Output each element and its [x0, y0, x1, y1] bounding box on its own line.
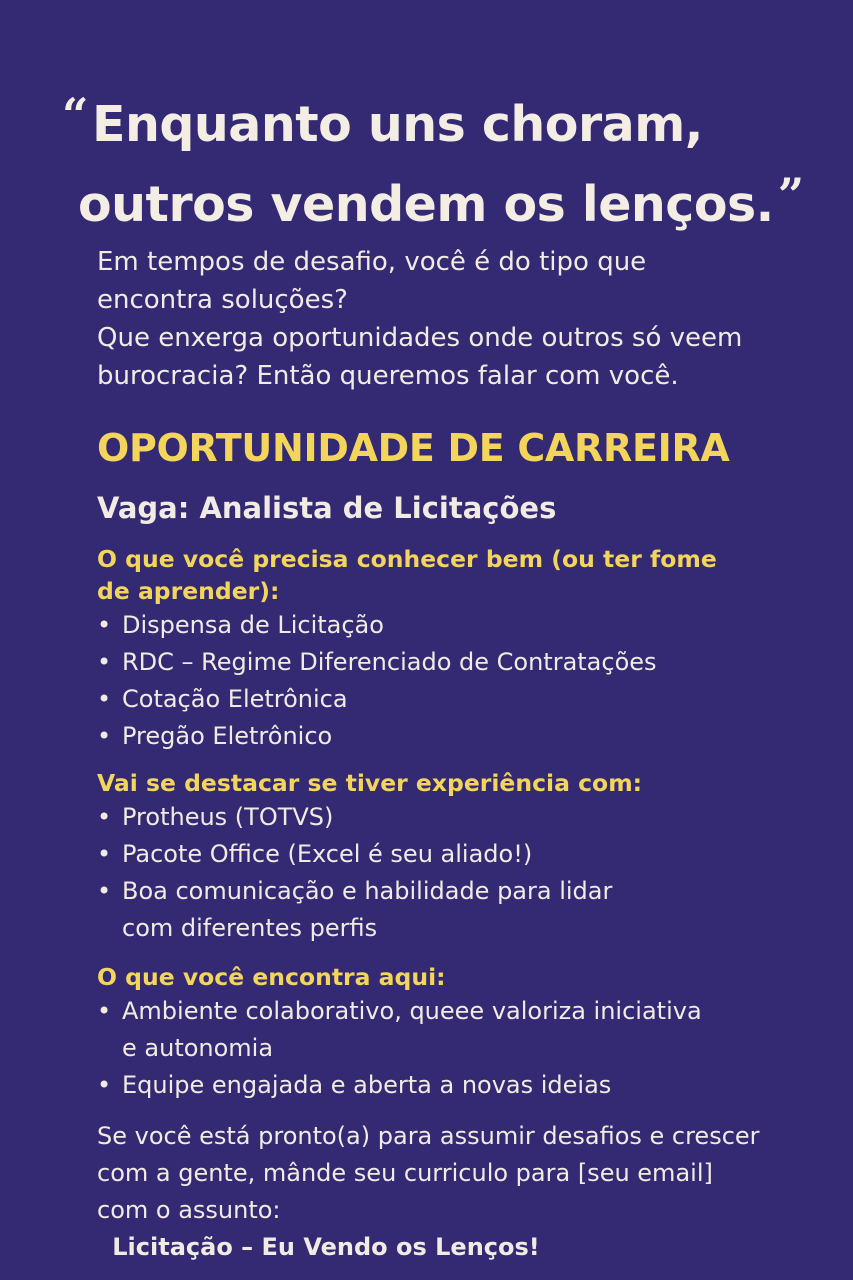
knowledge-heading — [97, 543, 817, 607]
outro-subject-prefix: com o assunto: — [97, 1196, 281, 1224]
bullet-icon: • — [97, 803, 112, 831]
offer-heading — [97, 961, 817, 993]
bullet-icon: • — [97, 1071, 112, 1099]
list-item — [97, 681, 817, 718]
list-item — [97, 873, 817, 947]
list-item — [97, 718, 817, 755]
bullet-icon: • — [97, 840, 112, 868]
list-item-text: Dispensa de Licitação — [122, 611, 384, 639]
outro-line-1: Se você está pronto(a) para assumir desafios e crescer — [97, 1122, 760, 1150]
quote-line-2 — [62, 160, 832, 240]
outro-line-3 — [97, 1192, 817, 1266]
list-item — [97, 644, 817, 681]
intro-line-3: Que enxerga oportunidades onde outros só veem — [97, 323, 743, 353]
knowledge-heading-line-2: de aprender): — [97, 577, 280, 605]
knowledge-heading-line-1: O que você precisa conhecer bem (ou ter fome — [97, 545, 717, 573]
bullet-icon: • — [97, 722, 112, 750]
list-item — [97, 836, 817, 873]
intro-line-2: encontra soluções? — [97, 285, 348, 315]
outro-line-2: com a gente, mânde seu curriculo para [seu email] — [97, 1159, 713, 1187]
intro-line-4: burocracia? Então queremos falar com você. — [97, 361, 679, 391]
offer-heading-text: O que você encontra aqui: — [97, 963, 446, 991]
list-item-text: RDC – Regime Diferenciado de Contratações — [122, 648, 657, 676]
knowledge-list — [97, 607, 817, 755]
bullet-icon: • — [97, 611, 112, 639]
career-title: OPORTUNIDADE DE CARREIRA — [97, 426, 730, 470]
intro-paragraph — [97, 243, 817, 395]
list-item-text: Protheus (TOTVS) — [122, 803, 334, 831]
list-item-text-line-2: com diferentes perfis — [122, 914, 378, 942]
experience-heading-text: Vai se destacar se tiver experiência com: — [97, 769, 643, 797]
list-item-text: Pacote Office (Excel é seu aliado!) — [122, 840, 533, 868]
list-item-text: Pregão Eletrônico — [122, 722, 333, 750]
intro-line-1: Em tempos de desafio, você é do tipo que — [97, 247, 647, 277]
bullet-icon: • — [97, 877, 112, 905]
list-item-text: Cotação Eletrônica — [122, 685, 348, 713]
bullet-icon: • — [97, 685, 112, 713]
quote-text-2: outros vendem os lenços. — [78, 176, 774, 233]
bullet-icon: • — [97, 648, 112, 676]
list-item — [97, 799, 817, 836]
list-item — [97, 1067, 817, 1104]
list-item-text-line-1: Ambiente colaborativo, queee valoriza iniciativa — [122, 997, 702, 1025]
offer-list — [97, 993, 817, 1104]
job-title: Vaga: Analista de Licitações — [97, 491, 557, 525]
email-subject: Licitação – Eu Vendo os Lenços! — [112, 1233, 540, 1261]
experience-heading — [97, 767, 817, 799]
poster-content — [97, 243, 817, 1266]
bullet-icon: • — [97, 997, 112, 1025]
quote-text-1: Enquanto uns choram, — [91, 96, 703, 153]
experience-list — [97, 799, 817, 947]
list-item-text: Equipe engajada e aberta a novas ideias — [122, 1071, 612, 1099]
list-item — [97, 993, 817, 1067]
list-item-text-line-1: Boa comunicação e habilidade para lidar — [122, 877, 613, 905]
list-item-text-line-2: e autonomia — [122, 1034, 274, 1062]
headline-quote — [62, 80, 832, 240]
quote-line-1 — [62, 80, 832, 160]
open-quote-mark: “ — [62, 88, 88, 142]
close-quote-mark: ” — [777, 168, 804, 222]
list-item — [97, 607, 817, 644]
closing-paragraph — [97, 1118, 817, 1266]
